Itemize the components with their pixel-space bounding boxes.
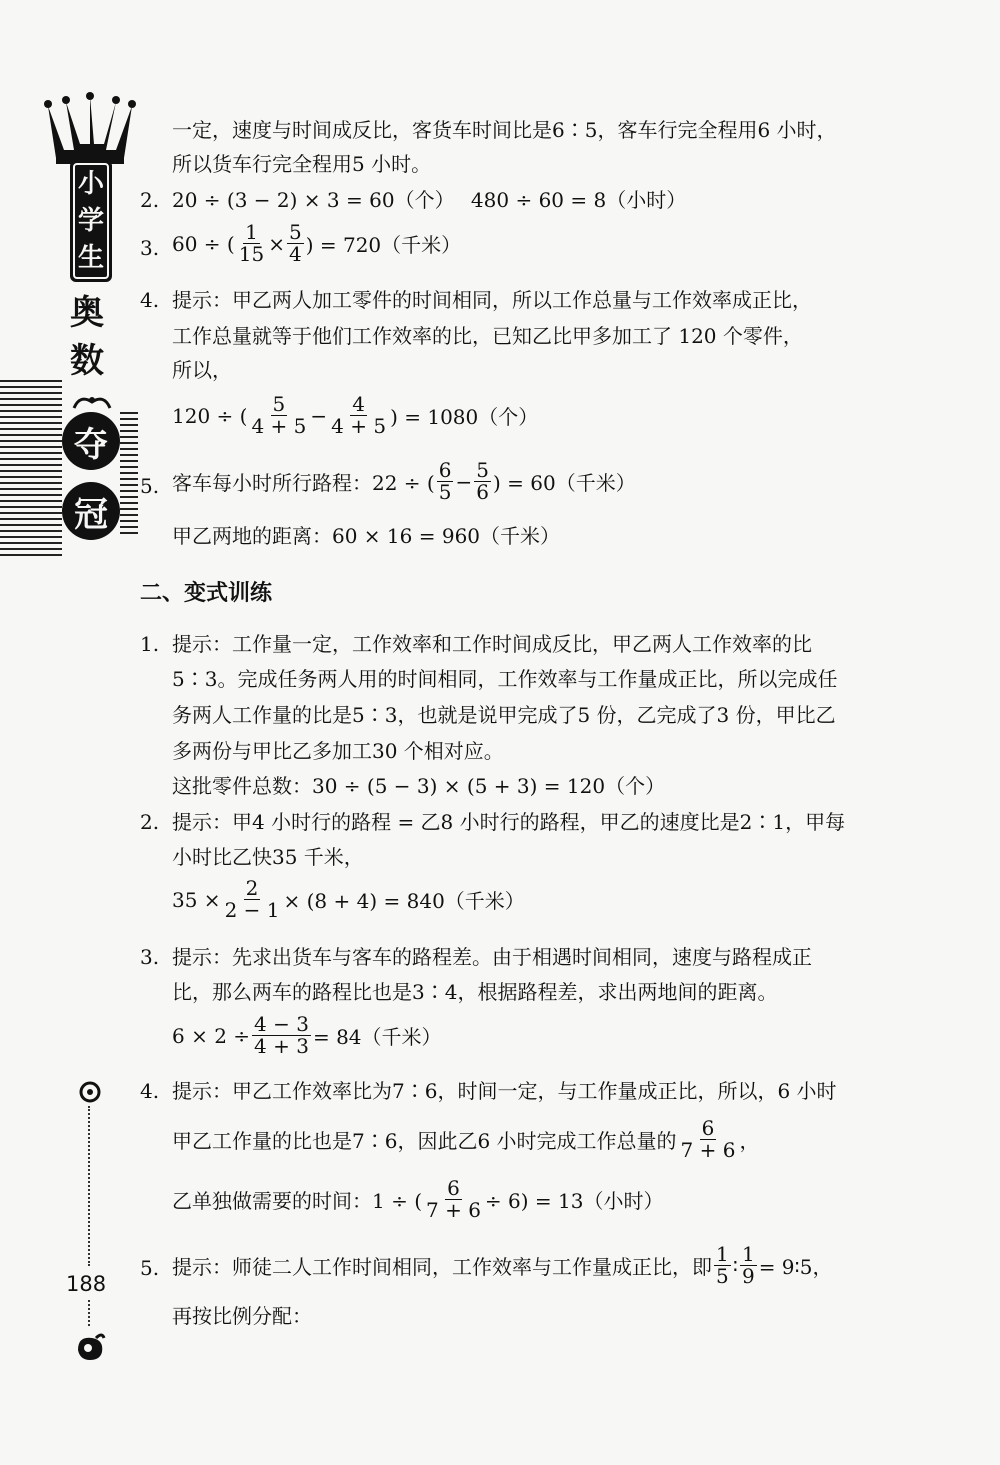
formula (172, 1178, 664, 1221)
item-number: 5. (140, 1256, 160, 1280)
fraction (249, 394, 308, 437)
fraction (679, 1118, 738, 1161)
numerator: 5 (272, 392, 286, 416)
denominator: 2 − 1 (224, 898, 280, 922)
text-line: 工作总量就等于他们工作效率的比，已知乙比甲多加工了 120 个零件， (172, 324, 803, 348)
text-line: 所以货车行完全程用5 小时。 (172, 152, 432, 176)
text-line: 提示：工作量一定，工作效率和工作时间成反比，甲乙两人工作效率的比 (172, 632, 812, 656)
dotted-divider (88, 1106, 90, 1266)
denominator: 6 (476, 480, 489, 504)
crown-icon (44, 92, 136, 166)
text-line: 5∶3。完成任务两人用的时间相同，工作效率与工作量成正比，所以完成任 (172, 667, 838, 691)
denominator: 7 + 6 (426, 1198, 481, 1222)
formula-text: − (310, 403, 328, 428)
text-line-with-fraction (172, 1118, 759, 1161)
formula-text: = 84（千米） (312, 1025, 442, 1049)
text-line: 甲乙两地的距离：60 × 16 = 960（千米） (172, 524, 561, 548)
text-line: 提示：先求出货车与客车的路程差。由于相遇时间相同，速度与路程成正 (172, 945, 812, 969)
formula-text: ∶ (732, 1253, 738, 1278)
formula-text: ÷ 6) = 13（小时） (484, 1189, 664, 1213)
swirl-logo-icon (74, 1332, 106, 1362)
series-char: 小 (77, 168, 104, 199)
formula-text: 提示：师徒二人工作时间相同，工作效率与工作量成正比，即 (172, 1255, 712, 1279)
circle-char-duo: 夺 (62, 412, 120, 470)
circle-char-guan: 冠 (62, 482, 120, 540)
formula-text: 35 × (172, 887, 221, 912)
numerator: 1 (741, 1242, 755, 1266)
series-char: 生 (77, 243, 104, 274)
fraction (424, 1178, 483, 1221)
formula-text: × (268, 231, 285, 256)
text-line: 提示：甲4 小时行的路程 = 乙8 小时行的路程，甲乙的速度比是2∶1，甲每 (172, 810, 846, 834)
denominator: 9 (741, 1264, 755, 1288)
item-number: 3. (140, 945, 160, 969)
text-line: 提示：甲乙两人加工零件的时间相同，所以工作总量与工作效率成正比， (172, 288, 812, 312)
sidebar-decoration (0, 0, 140, 1465)
denominator: 7 + 6 (680, 1138, 736, 1162)
dotted-divider (88, 1300, 90, 1326)
numerator: 2 (245, 876, 259, 900)
text-line: 一定，速度与时间成反比，客货车时间比是6∶5，客车行完全程用6 小时， (172, 118, 837, 142)
fraction (252, 1014, 311, 1057)
text-line-with-fraction (172, 1244, 832, 1287)
item-number: 4. (140, 1079, 160, 1103)
formula-text: ) = 60（千米） (492, 471, 636, 495)
text-line: 务两人工作量的比是5∶3，也就是说甲完成了5 份，乙完成了3 份，甲比乙 (172, 703, 836, 727)
item-number: 3. (140, 236, 160, 260)
formula-text: = 9∶5， (758, 1255, 833, 1279)
section-heading: 二、变式训练 (140, 580, 273, 606)
formula-text: 甲乙工作量的比也是7∶6，因此乙6 小时完成工作总量的 (172, 1129, 677, 1153)
numerator: 1 (716, 1242, 729, 1266)
numerator: 4 (352, 392, 365, 416)
formula-text: 120 ÷ ( (172, 403, 248, 428)
item-number: 4. (140, 288, 160, 312)
item-number: 2. (140, 188, 160, 212)
numerator: 6 (438, 458, 452, 482)
numerator: 6 (701, 1116, 715, 1140)
scroll-ornament-icon (72, 392, 112, 412)
fraction (474, 460, 491, 503)
stripe-decoration (0, 380, 62, 556)
fraction (237, 222, 266, 265)
book-title-vertical (70, 293, 104, 392)
fraction (329, 394, 388, 437)
denominator: 4 + 5 (251, 414, 307, 438)
numerator: 5 (288, 220, 302, 244)
text-line: 20 ÷ (3 − 2) × 3 = 60（个） 480 ÷ 60 = 8（小时） (172, 188, 687, 212)
formula (172, 878, 525, 921)
denominator: 5 (716, 1264, 729, 1288)
denominator: 4 + 5 (331, 414, 387, 438)
fraction (223, 878, 282, 921)
page-number: 188 (66, 1272, 107, 1296)
formula-text: × (8 + 4) = 840（千米） (283, 889, 525, 913)
fraction (714, 1244, 731, 1287)
formula-text: 乙单独做需要的时间：1 ÷ ( (172, 1189, 422, 1213)
title-char: 奥 (70, 293, 104, 333)
fraction (740, 1244, 757, 1287)
text-line: 所以， (172, 358, 232, 382)
formula (172, 222, 461, 265)
stripe-decoration (120, 412, 138, 534)
formula (172, 394, 538, 437)
text-line: 比，那么两车的路程比也是3∶4，根据路程差，求出两地间的距离。 (172, 980, 778, 1004)
series-char: 学 (77, 205, 104, 236)
numerator: 1 (245, 220, 258, 244)
formula-text: 客车每小时所行路程：22 ÷ ( (172, 471, 435, 495)
text-line: 多两份与甲比乙多加工30 个相对应。 (172, 739, 504, 763)
formula (172, 460, 636, 503)
title-char: 数 (70, 341, 104, 381)
item-number: 1. (140, 632, 160, 656)
denominator: 4 (288, 242, 302, 266)
formula-text: ， (739, 1129, 760, 1153)
formula-text: ) = 720（千米） (305, 233, 462, 257)
item-number: 5. (140, 474, 160, 498)
denominator: 15 (238, 242, 265, 266)
fraction (287, 222, 304, 265)
text-line: 提示：甲乙工作效率比为7∶6，时间一定，与工作量成正比，所以，6 小时 (172, 1079, 837, 1103)
text-line: 这批零件总数：30 ÷ (5 − 3) × (5 + 3) = 120（个） (172, 774, 666, 798)
numerator: 4 − 3 (254, 1012, 309, 1036)
denominator: 5 (438, 480, 452, 504)
flower-bullet-icon (78, 1080, 102, 1104)
formula-text: ) = 1080（个） (390, 405, 539, 429)
denominator: 4 + 3 (254, 1034, 309, 1058)
item-number: 2. (140, 810, 160, 834)
formula-text: 6 × 2 ÷ (172, 1023, 251, 1048)
text-line: 小时比乙快35 千米， (172, 845, 364, 869)
fraction (437, 460, 454, 503)
numerator: 6 (447, 1176, 460, 1200)
formula (172, 1014, 442, 1057)
formula-text: 60 ÷ ( (172, 231, 235, 256)
series-label-box (70, 160, 112, 282)
formula-text: − (455, 469, 473, 494)
numerator: 5 (476, 458, 489, 482)
text-line: 再按比例分配： (172, 1304, 312, 1328)
